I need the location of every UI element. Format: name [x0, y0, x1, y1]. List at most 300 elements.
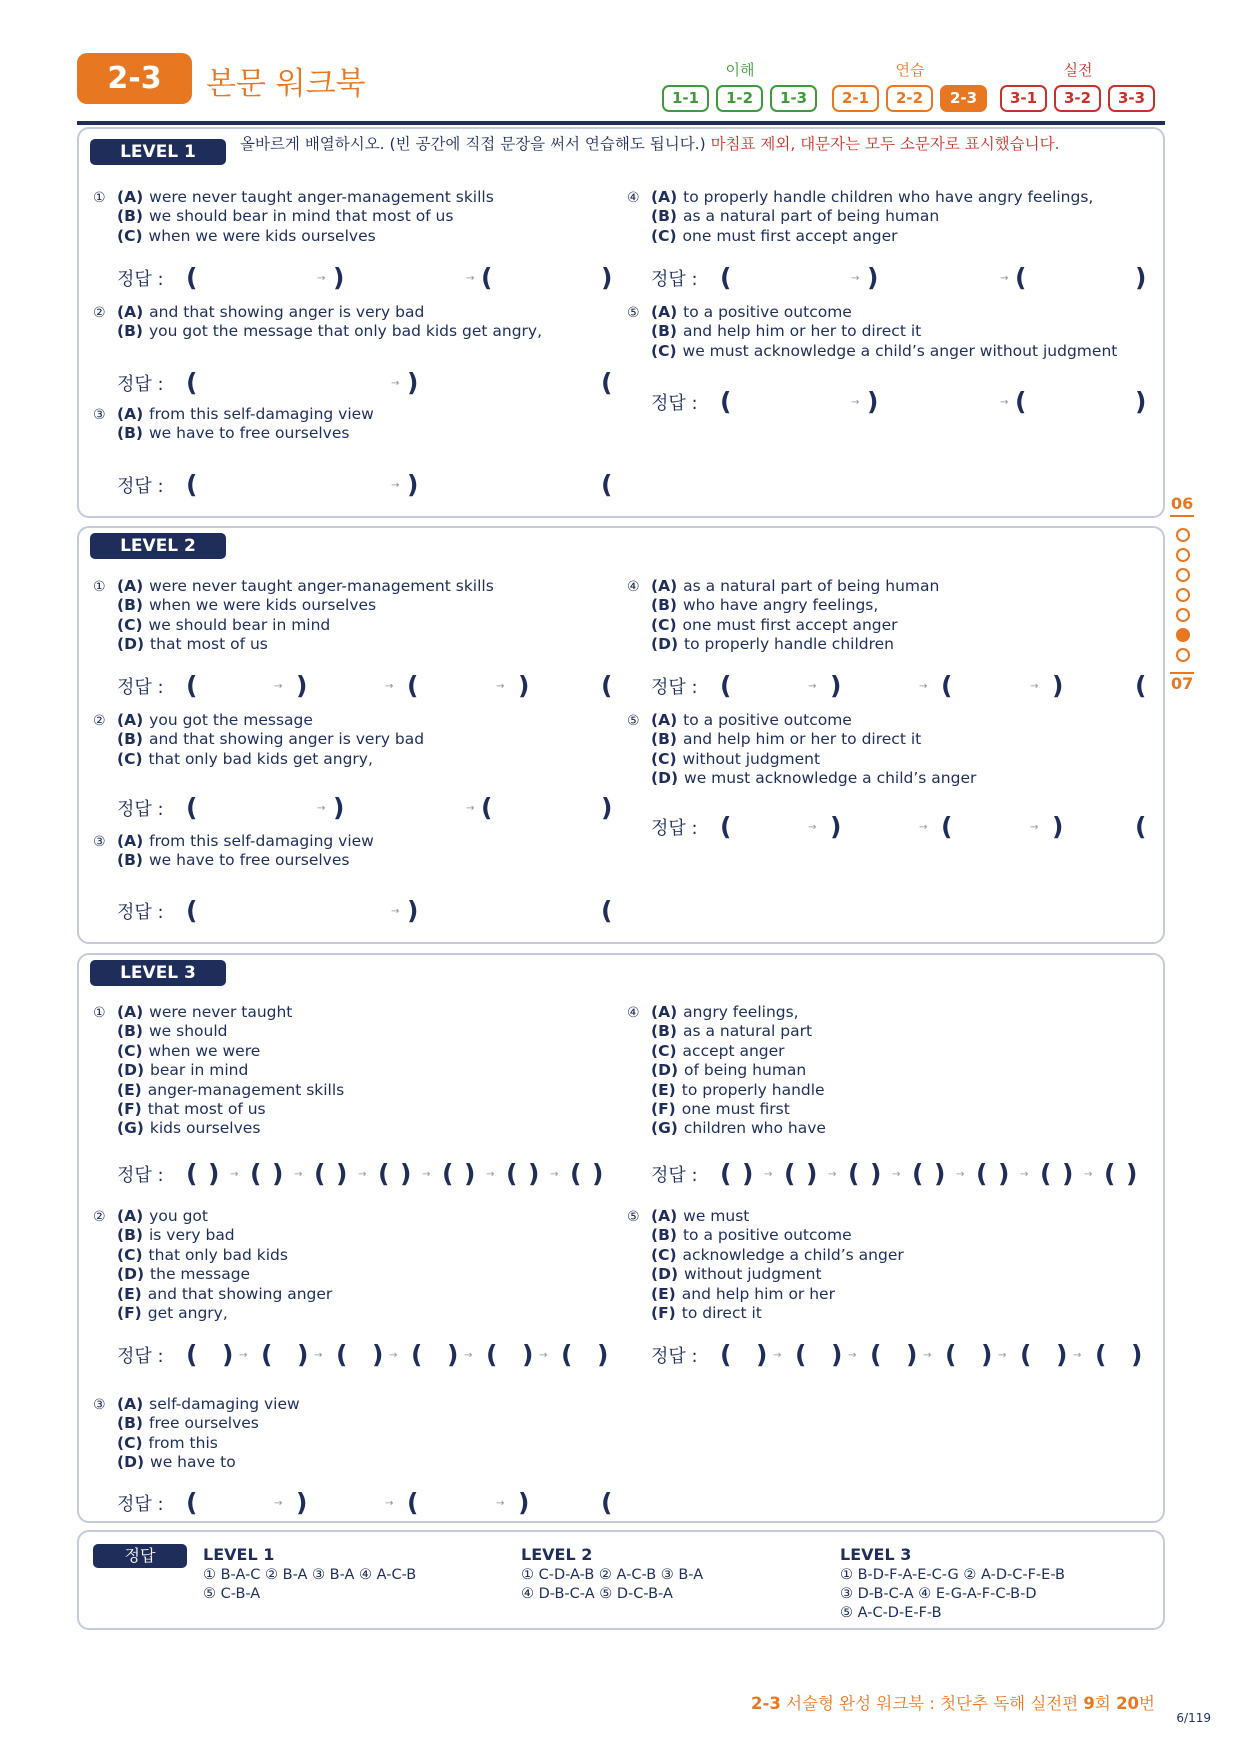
option-letter: (D): [117, 1265, 145, 1284]
option-text: without judgment: [684, 1265, 822, 1284]
answer-slot-close: ): [297, 1340, 309, 1369]
option-item: [117, 227, 494, 246]
answer-slot-open: (: [601, 368, 613, 397]
answer-slot-open: (: [976, 1159, 988, 1188]
option-text: to a positive outcome: [682, 1226, 852, 1245]
option-item: [117, 1434, 300, 1453]
answer-slot-open: (: [186, 671, 198, 700]
answer-slot-close: ): [333, 793, 345, 822]
answer-slot-close: ): [1131, 1340, 1143, 1369]
arrow-icon: →: [274, 681, 283, 692]
answer-blank[interactable]: [582, 1159, 592, 1189]
option-letter: (A): [651, 188, 678, 206]
option-item: [651, 1022, 826, 1041]
option-item: [117, 207, 494, 226]
answer-slot-open: (: [945, 1340, 957, 1369]
answer-slot-open: (: [941, 671, 953, 700]
answer-slot-open: (: [407, 1488, 419, 1517]
question-number: ③: [93, 834, 106, 850]
arrow-icon: →: [539, 1350, 548, 1361]
answer-slot-open: (: [186, 793, 198, 822]
arrow-icon: →: [919, 681, 928, 692]
option-text: of being human: [684, 1061, 807, 1080]
answer-key-level2-line: ① C-D-A-B ② A-C-B ③ B-A: [521, 1567, 704, 1583]
option-list: [117, 405, 374, 444]
progress-dot: [1176, 548, 1190, 562]
side-tab-bottom: 07: [1171, 674, 1194, 693]
arrow-icon: →: [923, 1350, 932, 1361]
arrow-icon: →: [389, 1350, 398, 1361]
answer-label: 정답 :: [651, 818, 698, 839]
progress-dot: [1176, 528, 1190, 542]
answer-key-level3-line: ⑤ A-C-D-E-F-B: [840, 1605, 942, 1621]
option-item: [651, 711, 976, 730]
answer-slot-open: (: [186, 263, 198, 292]
option-list: [651, 1207, 904, 1323]
option-item: [651, 342, 1117, 361]
arrow-icon: →: [466, 273, 475, 284]
option-text: we should: [148, 1022, 228, 1041]
progress-dot: [1176, 588, 1190, 602]
answer-blank[interactable]: [796, 1159, 806, 1189]
stage-tab-2-1[interactable]: 2-1: [832, 85, 879, 112]
answer-slot-open: (: [795, 1340, 807, 1369]
arrow-icon: →: [496, 1498, 505, 1509]
answer-blank[interactable]: [198, 368, 407, 398]
question-number: ⑤: [627, 305, 640, 321]
page-number: 6/119: [1176, 1711, 1211, 1725]
answer-key-level2-title: LEVEL 2: [521, 1545, 593, 1564]
answer-blank[interactable]: [273, 1340, 297, 1370]
answer-slot-open: (: [601, 896, 613, 925]
arrow-icon: →: [1073, 1350, 1082, 1361]
option-letter: (C): [651, 226, 677, 245]
answer-slot-close: ): [597, 1340, 609, 1369]
arrow-icon: →: [1000, 397, 1009, 408]
answer-slot-close: ): [1062, 1159, 1074, 1188]
option-text: from this self-damaging view: [149, 405, 374, 423]
option-item: [117, 1304, 332, 1323]
option-item: [651, 1003, 826, 1022]
option-text: we must: [683, 1207, 750, 1225]
option-text: to direct it: [681, 1304, 762, 1323]
answer-slot-open: (: [720, 387, 732, 416]
arrow-icon: →: [773, 1350, 782, 1361]
question-number: ⑤: [627, 1209, 640, 1225]
answer-label: 정답 :: [117, 1165, 164, 1186]
option-text: we have to free ourselves: [148, 851, 350, 870]
option-item: [117, 188, 494, 207]
answer-slot-close: ): [870, 1159, 882, 1188]
option-letter: (A): [117, 405, 144, 423]
stage-tab-2-2[interactable]: 2-2: [886, 85, 933, 112]
answer-slot-close: ): [407, 896, 419, 925]
option-letter: (D): [651, 1061, 679, 1080]
option-item: [651, 322, 1117, 341]
answer-slot-open: (: [1040, 1159, 1052, 1188]
answer-label: 정답 :: [117, 476, 164, 497]
option-text: and that showing anger: [147, 1284, 333, 1303]
stage-tab-3-3[interactable]: 3-3: [1108, 85, 1155, 112]
answer-label: 정답 :: [117, 374, 164, 395]
answer-slot-open: (: [1135, 812, 1147, 841]
option-item: [117, 405, 374, 424]
option-letter: (A): [117, 1395, 144, 1413]
option-letter: (C): [651, 1245, 677, 1264]
answer-blank[interactable]: [498, 1340, 522, 1370]
option-letter: (A): [117, 711, 144, 729]
option-letter: (B): [651, 1022, 677, 1041]
option-letter: (C): [117, 1433, 143, 1452]
option-text: when we were: [148, 1041, 261, 1060]
answer-blank[interactable]: [493, 263, 601, 293]
option-text: the message: [150, 1265, 251, 1284]
option-text: bear in mind: [150, 1061, 249, 1080]
answer-blank[interactable]: [732, 387, 867, 417]
option-letter: (F): [117, 1100, 142, 1119]
answer-slot-close: ): [981, 1340, 993, 1369]
option-item: [117, 1207, 332, 1226]
option-letter: (C): [117, 1041, 143, 1060]
side-tab-top: 06: [1171, 494, 1194, 513]
arrow-icon: →: [808, 681, 817, 692]
option-letter: (B): [117, 424, 143, 443]
answer-slot-close: ): [601, 793, 613, 822]
answer-slot-close: ): [1135, 387, 1147, 416]
answer-blank[interactable]: [1052, 1159, 1062, 1189]
option-item: [651, 303, 1117, 322]
answer-slot-close: ): [400, 1159, 412, 1188]
answer-blank[interactable]: [198, 1340, 222, 1370]
option-item: [117, 1453, 300, 1472]
option-text: anger-management skills: [147, 1080, 345, 1099]
arrow-icon: →: [851, 273, 860, 284]
question-number: ①: [93, 1005, 106, 1021]
option-item: [651, 1265, 904, 1284]
answer-slot-open: (: [186, 896, 198, 925]
option-text: accept anger: [682, 1041, 785, 1060]
arrow-icon: →: [808, 822, 817, 833]
answer-slot-close: ): [830, 671, 842, 700]
option-letter: (C): [651, 1041, 677, 1060]
option-letter: (D): [117, 635, 145, 654]
answer-slot-close: ): [867, 263, 879, 292]
stage-tab-1-3[interactable]: 1-3: [770, 85, 817, 112]
answer-blank[interactable]: [957, 1340, 981, 1370]
answer-slot-open: (: [506, 1159, 518, 1188]
answer-blank[interactable]: [1027, 263, 1135, 293]
answer-key-level1-title: LEVEL 1: [203, 1545, 275, 1564]
arrow-icon: →: [358, 1169, 367, 1180]
option-text: as a natural part of being human: [683, 577, 940, 595]
question-number: ①: [93, 579, 106, 595]
page-title: 본문 워크북: [206, 66, 366, 102]
arrow-icon: →: [764, 1169, 773, 1180]
answer-slot-open: (: [186, 1340, 198, 1369]
arrow-icon: →: [956, 1169, 965, 1180]
option-letter: (A): [117, 1003, 144, 1021]
option-item: [117, 1246, 332, 1265]
answer-label: 정답 :: [651, 269, 698, 290]
answer-blank[interactable]: [198, 896, 407, 926]
answer-slot-open: (: [336, 1340, 348, 1369]
footer-round: 9: [1083, 1694, 1095, 1713]
option-item: [651, 1081, 826, 1100]
answer-slot-close: ): [756, 1340, 768, 1369]
option-letter: (B): [651, 207, 677, 226]
option-letter: (A): [117, 303, 144, 321]
option-item: [651, 188, 1093, 207]
option-item: [117, 1414, 300, 1433]
option-letter: (C): [651, 749, 677, 768]
option-item: [651, 227, 1093, 246]
answer-blank[interactable]: [390, 1159, 400, 1189]
answer-blank[interactable]: [924, 1159, 934, 1189]
answer-slot-close: ): [830, 812, 842, 841]
option-item: [117, 1003, 344, 1022]
answer-label: 정답 :: [117, 1346, 164, 1367]
option-list: [651, 1003, 826, 1139]
answer-slot-open: (: [1020, 1340, 1032, 1369]
answer-label: 정답 :: [117, 799, 164, 820]
option-letter: (D): [117, 1061, 145, 1080]
option-list: [117, 711, 424, 769]
option-item: [117, 1042, 344, 1061]
question-number: ③: [93, 1397, 106, 1413]
answer-blank[interactable]: [198, 470, 407, 500]
section-badge: 2-3: [77, 53, 192, 104]
answer-key-level3-line: ③ D-B-C-A ④ E-G-A-F-C-B-D: [840, 1586, 1037, 1602]
option-text: and help him or her to direct it: [682, 730, 922, 749]
option-item: [651, 1285, 904, 1304]
question-number: ⑤: [627, 713, 640, 729]
option-item: [651, 635, 939, 654]
option-item: [651, 1207, 904, 1226]
option-text: to properly handle: [681, 1080, 825, 1099]
answer-blank[interactable]: [454, 1159, 464, 1189]
answer-slot-close: ): [831, 1340, 843, 1369]
option-text: when we were kids ourselves: [148, 596, 377, 615]
option-text: as a natural part of being human: [682, 207, 940, 226]
arrow-icon: →: [391, 378, 400, 389]
arrow-icon: →: [1000, 273, 1009, 284]
arrow-icon: →: [464, 1350, 473, 1361]
answer-slot-open: (: [442, 1159, 454, 1188]
answer-slot-close: ): [528, 1159, 540, 1188]
option-text: you got the message: [149, 711, 313, 729]
arrow-icon: →: [466, 803, 475, 814]
option-letter: (E): [117, 1284, 142, 1303]
answer-key-level3-line: ① B-D-F-A-E-C-G ② A-D-C-F-E-B: [840, 1567, 1065, 1583]
option-list: [117, 832, 374, 871]
answer-key-level1-line: ① B-A-C ② B-A ③ B-A ④ A-C-B: [203, 1567, 417, 1583]
option-list: [117, 1395, 300, 1473]
answer-key-level3-title: LEVEL 3: [840, 1545, 912, 1564]
option-letter: (E): [117, 1080, 142, 1099]
answer-slot-open: (: [1135, 671, 1147, 700]
option-text: were never taught anger-management skills: [149, 188, 494, 206]
instructions-main: 올바르게 배열하시오. (빈 공간에 직접 문장을 써서 연습해도 됩니다.): [240, 135, 706, 153]
answer-slot-open: (: [561, 1340, 573, 1369]
answer-label: 정답 :: [651, 393, 698, 414]
footer-text: [751, 1690, 1155, 1714]
answer-blank[interactable]: [860, 1159, 870, 1189]
footer-badge: 2-3: [751, 1694, 781, 1713]
answer-blank[interactable]: [518, 1159, 528, 1189]
answer-slot-close: ): [296, 671, 308, 700]
option-item: [117, 322, 542, 341]
stage-tab-2-3[interactable]: 2-3: [940, 85, 987, 112]
answer-blank[interactable]: [732, 1159, 742, 1189]
option-text: acknowledge a child’s anger: [682, 1245, 904, 1264]
answer-slot-close: ): [806, 1159, 818, 1188]
arrow-icon: →: [294, 1169, 303, 1180]
option-item: [117, 1265, 332, 1284]
level-label: LEVEL 2: [90, 533, 226, 559]
option-text: without judgment: [682, 749, 821, 768]
level-label: LEVEL 3: [90, 960, 226, 986]
option-list: [117, 1207, 332, 1323]
answer-slot-open: (: [186, 1488, 198, 1517]
option-text: one must first accept anger: [682, 615, 898, 634]
option-text: kids ourselves: [149, 1119, 261, 1138]
answer-label: 정답 :: [651, 1165, 698, 1186]
option-text: and that showing anger is very bad: [149, 303, 425, 321]
option-text: to a positive outcome: [683, 303, 852, 321]
answer-blank[interactable]: [198, 263, 333, 293]
answer-slot-close: ): [336, 1159, 348, 1188]
option-item: [651, 1304, 904, 1323]
answer-slot-open: (: [870, 1340, 882, 1369]
option-item: [651, 730, 976, 749]
option-letter: (C): [117, 226, 143, 245]
side-tab-rule-top: [1170, 515, 1194, 517]
answer-blank[interactable]: [1032, 1340, 1056, 1370]
answer-blank[interactable]: [262, 1159, 272, 1189]
option-letter: (E): [651, 1284, 676, 1303]
option-letter: (E): [651, 1080, 676, 1099]
answer-blank[interactable]: [988, 1159, 998, 1189]
answer-blank[interactable]: [493, 793, 601, 823]
arrow-icon: →: [851, 397, 860, 408]
progress-dot: [1176, 608, 1190, 622]
option-list: [117, 303, 542, 342]
answer-blank[interactable]: [1027, 387, 1135, 417]
answer-blank[interactable]: [1116, 1159, 1126, 1189]
option-text: is very bad: [148, 1226, 235, 1245]
option-text: as a natural part: [682, 1022, 813, 1041]
answer-slot-open: (: [720, 812, 732, 841]
option-letter: (A): [117, 1207, 144, 1225]
option-text: from this self-damaging view: [149, 832, 374, 850]
option-letter: (C): [651, 341, 677, 360]
footer-number-unit: 번: [1139, 1694, 1155, 1713]
answer-slot-close: ): [592, 1159, 604, 1188]
progress-dot: [1176, 628, 1190, 642]
option-letter: (A): [117, 577, 144, 595]
option-text: we must acknowledge a child’s anger without judgment: [682, 341, 1118, 360]
option-list: [117, 1003, 344, 1139]
option-letter: (B): [117, 851, 143, 870]
answer-slot-open: (: [720, 1340, 732, 1369]
answer-blank[interactable]: [348, 1340, 372, 1370]
answer-blank[interactable]: [807, 1340, 831, 1370]
option-text: you got: [149, 1207, 208, 1225]
answer-slot-open: (: [481, 793, 493, 822]
answer-blank[interactable]: [423, 1340, 447, 1370]
option-item: [117, 1226, 332, 1245]
answer-slot-close: ): [447, 1340, 459, 1369]
option-text: children who have: [683, 1119, 826, 1138]
answer-blank[interactable]: [732, 1340, 756, 1370]
stage-tab-1-1[interactable]: 1-1: [662, 85, 709, 112]
progress-dot: [1176, 648, 1190, 662]
answer-blank[interactable]: [573, 1340, 597, 1370]
arrow-icon: →: [385, 681, 394, 692]
answer-blank[interactable]: [198, 1159, 208, 1189]
option-letter: (A): [651, 1207, 678, 1225]
arrow-icon: →: [385, 1498, 394, 1509]
answer-slot-close: ): [407, 368, 419, 397]
answer-slot-open: (: [314, 1159, 326, 1188]
option-text: from this: [148, 1433, 218, 1452]
option-item: [651, 1119, 826, 1138]
question-number: ④: [627, 579, 640, 595]
answer-slot-open: (: [720, 1159, 732, 1188]
answer-slot-open: (: [784, 1159, 796, 1188]
stage-tab-3-2[interactable]: 3-2: [1054, 85, 1101, 112]
option-text: were never taught: [149, 1003, 293, 1021]
option-letter: (F): [651, 1304, 676, 1323]
option-letter: (F): [651, 1100, 676, 1119]
question-number: ②: [93, 713, 106, 729]
answer-blank[interactable]: [198, 793, 333, 823]
answer-slot-open: (: [601, 671, 613, 700]
arrow-icon: →: [1084, 1169, 1093, 1180]
answer-blank[interactable]: [882, 1340, 906, 1370]
answer-slot-open: (: [848, 1159, 860, 1188]
option-list: [651, 711, 976, 789]
arrow-icon: →: [317, 803, 326, 814]
answer-slot-open: (: [186, 368, 198, 397]
answer-slot-close: ): [998, 1159, 1010, 1188]
option-item: [651, 1061, 826, 1080]
option-text: and that showing anger is very bad: [148, 730, 425, 749]
answer-slot-open: (: [186, 1159, 198, 1188]
instructions-note: 마침표 제외, 대문자는 모두 소문자로 표시했습니다.: [705, 135, 1060, 153]
option-letter: (A): [117, 188, 144, 206]
option-item: [117, 1100, 344, 1119]
answer-slot-close: ): [464, 1159, 476, 1188]
option-item: [651, 1042, 826, 1061]
answer-blank[interactable]: [1107, 1340, 1131, 1370]
answer-slot-open: (: [411, 1340, 423, 1369]
answer-label: 정답 :: [651, 1346, 698, 1367]
answer-blank[interactable]: [326, 1159, 336, 1189]
answer-slot-close: ): [601, 263, 613, 292]
answer-blank[interactable]: [732, 263, 867, 293]
answer-slot-open: (: [570, 1159, 582, 1188]
stage-tab-3-1[interactable]: 3-1: [1000, 85, 1047, 112]
instructions: [240, 134, 1150, 154]
option-text: that most of us: [150, 635, 268, 654]
option-item: [651, 1246, 904, 1265]
stage-tab-1-2[interactable]: 1-2: [716, 85, 763, 112]
option-text: to a positive outcome: [683, 711, 852, 729]
answer-slot-close: ): [1052, 671, 1064, 700]
arrow-icon: →: [486, 1169, 495, 1180]
stage-group-label: 이해: [725, 61, 755, 79]
